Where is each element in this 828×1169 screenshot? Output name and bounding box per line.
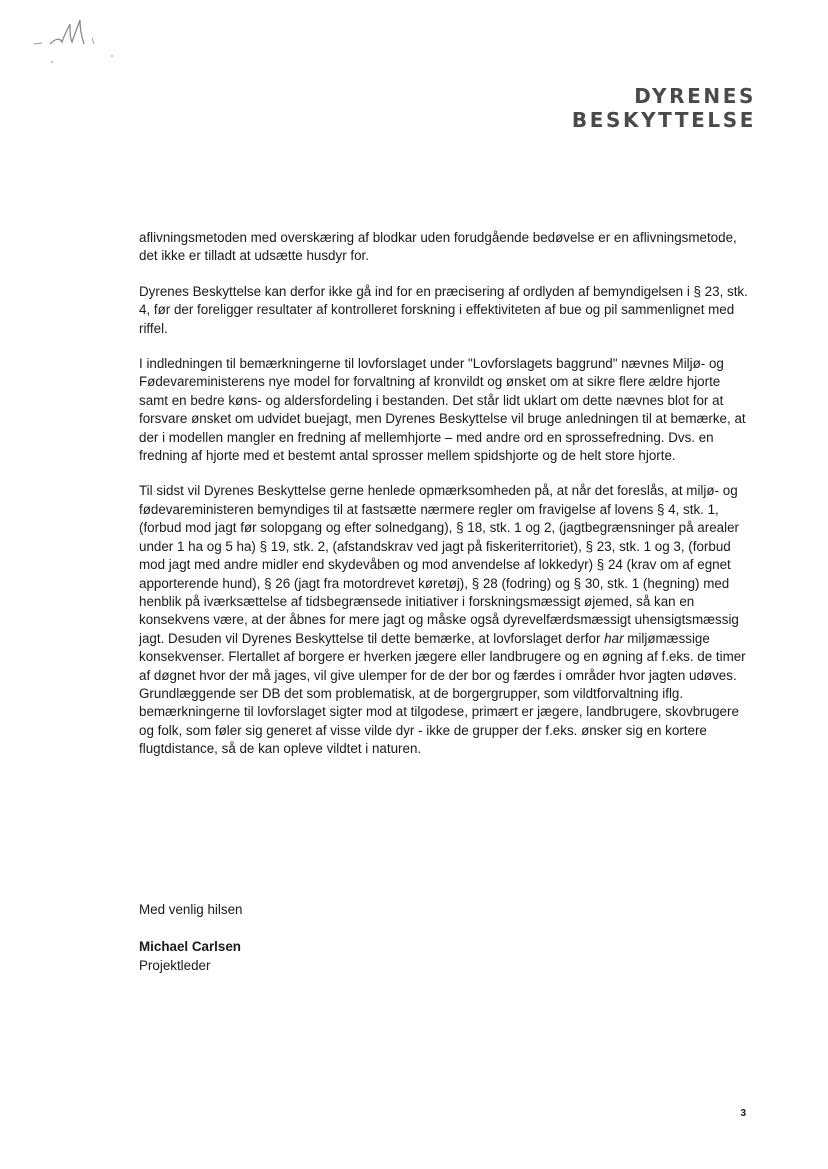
paragraph-3: I indledningen til bemærkningerne til lovforslaget under "Lovforslagets baggrund" nævnes Miljø- og Fødevareministerens nye model for forvaltning af kronvildt og ønsket om at sikre flere ældre hjorte samt en bedre køns- og aldersfordeling i bestanden. Det står lidt uklart om dette nævnes blot for at forsvare ønsket om udvidet buejagt, men Dyrenes Beskyttelse vil bruge anledningen til at bemærke, at der i modellen mangler en fredning af mellemhjorte – med andre ord en sprossefredning. Dvs. en fredning af hjorte med et bestemt antal sprosser mellem spidshjorte og de helt store hjorte. xyxy=(139,356,746,464)
signatory-title: Projektleder xyxy=(139,957,211,973)
letter-closing xyxy=(139,901,242,975)
paragraph-4-part-2: miljømæssige konsekvenser. Flertallet af borgere er hverken jægere eller landbrugere og en øgning af f.eks. de timer af døgnet hvor der må jages, vil give ulemper for de der bor og færdes i områder hvor jagten udøves. Grundlæggende ser DB det som problematisk, at de borgergrupper, som vildtforvaltning iflg. bemærkningerne til lovforslaget sigter mod at tilgodese, primært er jægere, landbrugere, skovbrugere og folk, som føler sig generet af visse vilde dyr - ikke de grupper der f.eks. ønsker sig en kortere flugtdistance, så de kan opleve vildtet i naturen. xyxy=(139,630,746,757)
letter-body xyxy=(139,229,751,776)
organization-logo xyxy=(572,84,756,132)
handwritten-mark xyxy=(30,14,120,64)
paragraph-4-emphasis: har xyxy=(604,630,624,646)
closing-greeting: Med venlig hilsen xyxy=(139,902,243,917)
paragraph-2: Dyrenes Beskyttelse kan derfor ikke gå ind for en præcisering af ordlyden af bemyndigelsen i § 23, stk. 4, før der foreligger resultater af kontrolleret forskning i effektiviteten af bue og pil sammenlignet med riffel. xyxy=(139,283,748,336)
logo-line-1: DYRENES xyxy=(634,84,756,108)
paragraph-4 xyxy=(139,482,751,758)
logo-line-2: BESKYTTELSE xyxy=(571,108,756,132)
paragraph-1: aflivningsmetoden med overskæring af blodkar uden forudgående bedøvelse er en aflivningsmetode, det ikke er tilladt at udsætte husdyr for. xyxy=(139,230,737,264)
page-number: 3 xyxy=(740,1108,746,1119)
signatory-name: Michael Carlsen xyxy=(139,939,241,955)
paragraph-4-part-1: Til sidst vil Dyrenes Beskyttelse gerne henlede opmærksomheden på, at når det foreslås, at miljø- og fødevareministeren bemyndiges til at fastsætte nærmere regler om fravigelse af lovens § 4, stk. 1, (forbud mod jagt før solopgang og efter solnedgang), § 18, stk. 1 og 2, (jagtbegrænsninger på arealer under 1 ha og 5 ha) § 19, stk. 2, (afstandskrav ved jagt på fiskeriterritoriet), § 23, stk. 1 og 3, (forbud mod jagt med andre midler end skydevåben og mod anvendelse af lokkedyr) § 24 (krav om af egnet apporterende hund), § 26 (jagt fra motordrevet køretøj), § 28 (fodring) og § 30, stk. 1 (hegning) med henblik på iværksættelse af tidsbegrænsede initiativer i forskningsmæssigt øjemed, så kan en konsekvens være, at der åbnes for mere jagt og måske også dyrevelfærdsmæssigt uhensigtsmæssig jagt. Desuden vil Dyrenes Beskyttelse til dette bemærke, at lovforslaget derfor xyxy=(139,483,739,646)
